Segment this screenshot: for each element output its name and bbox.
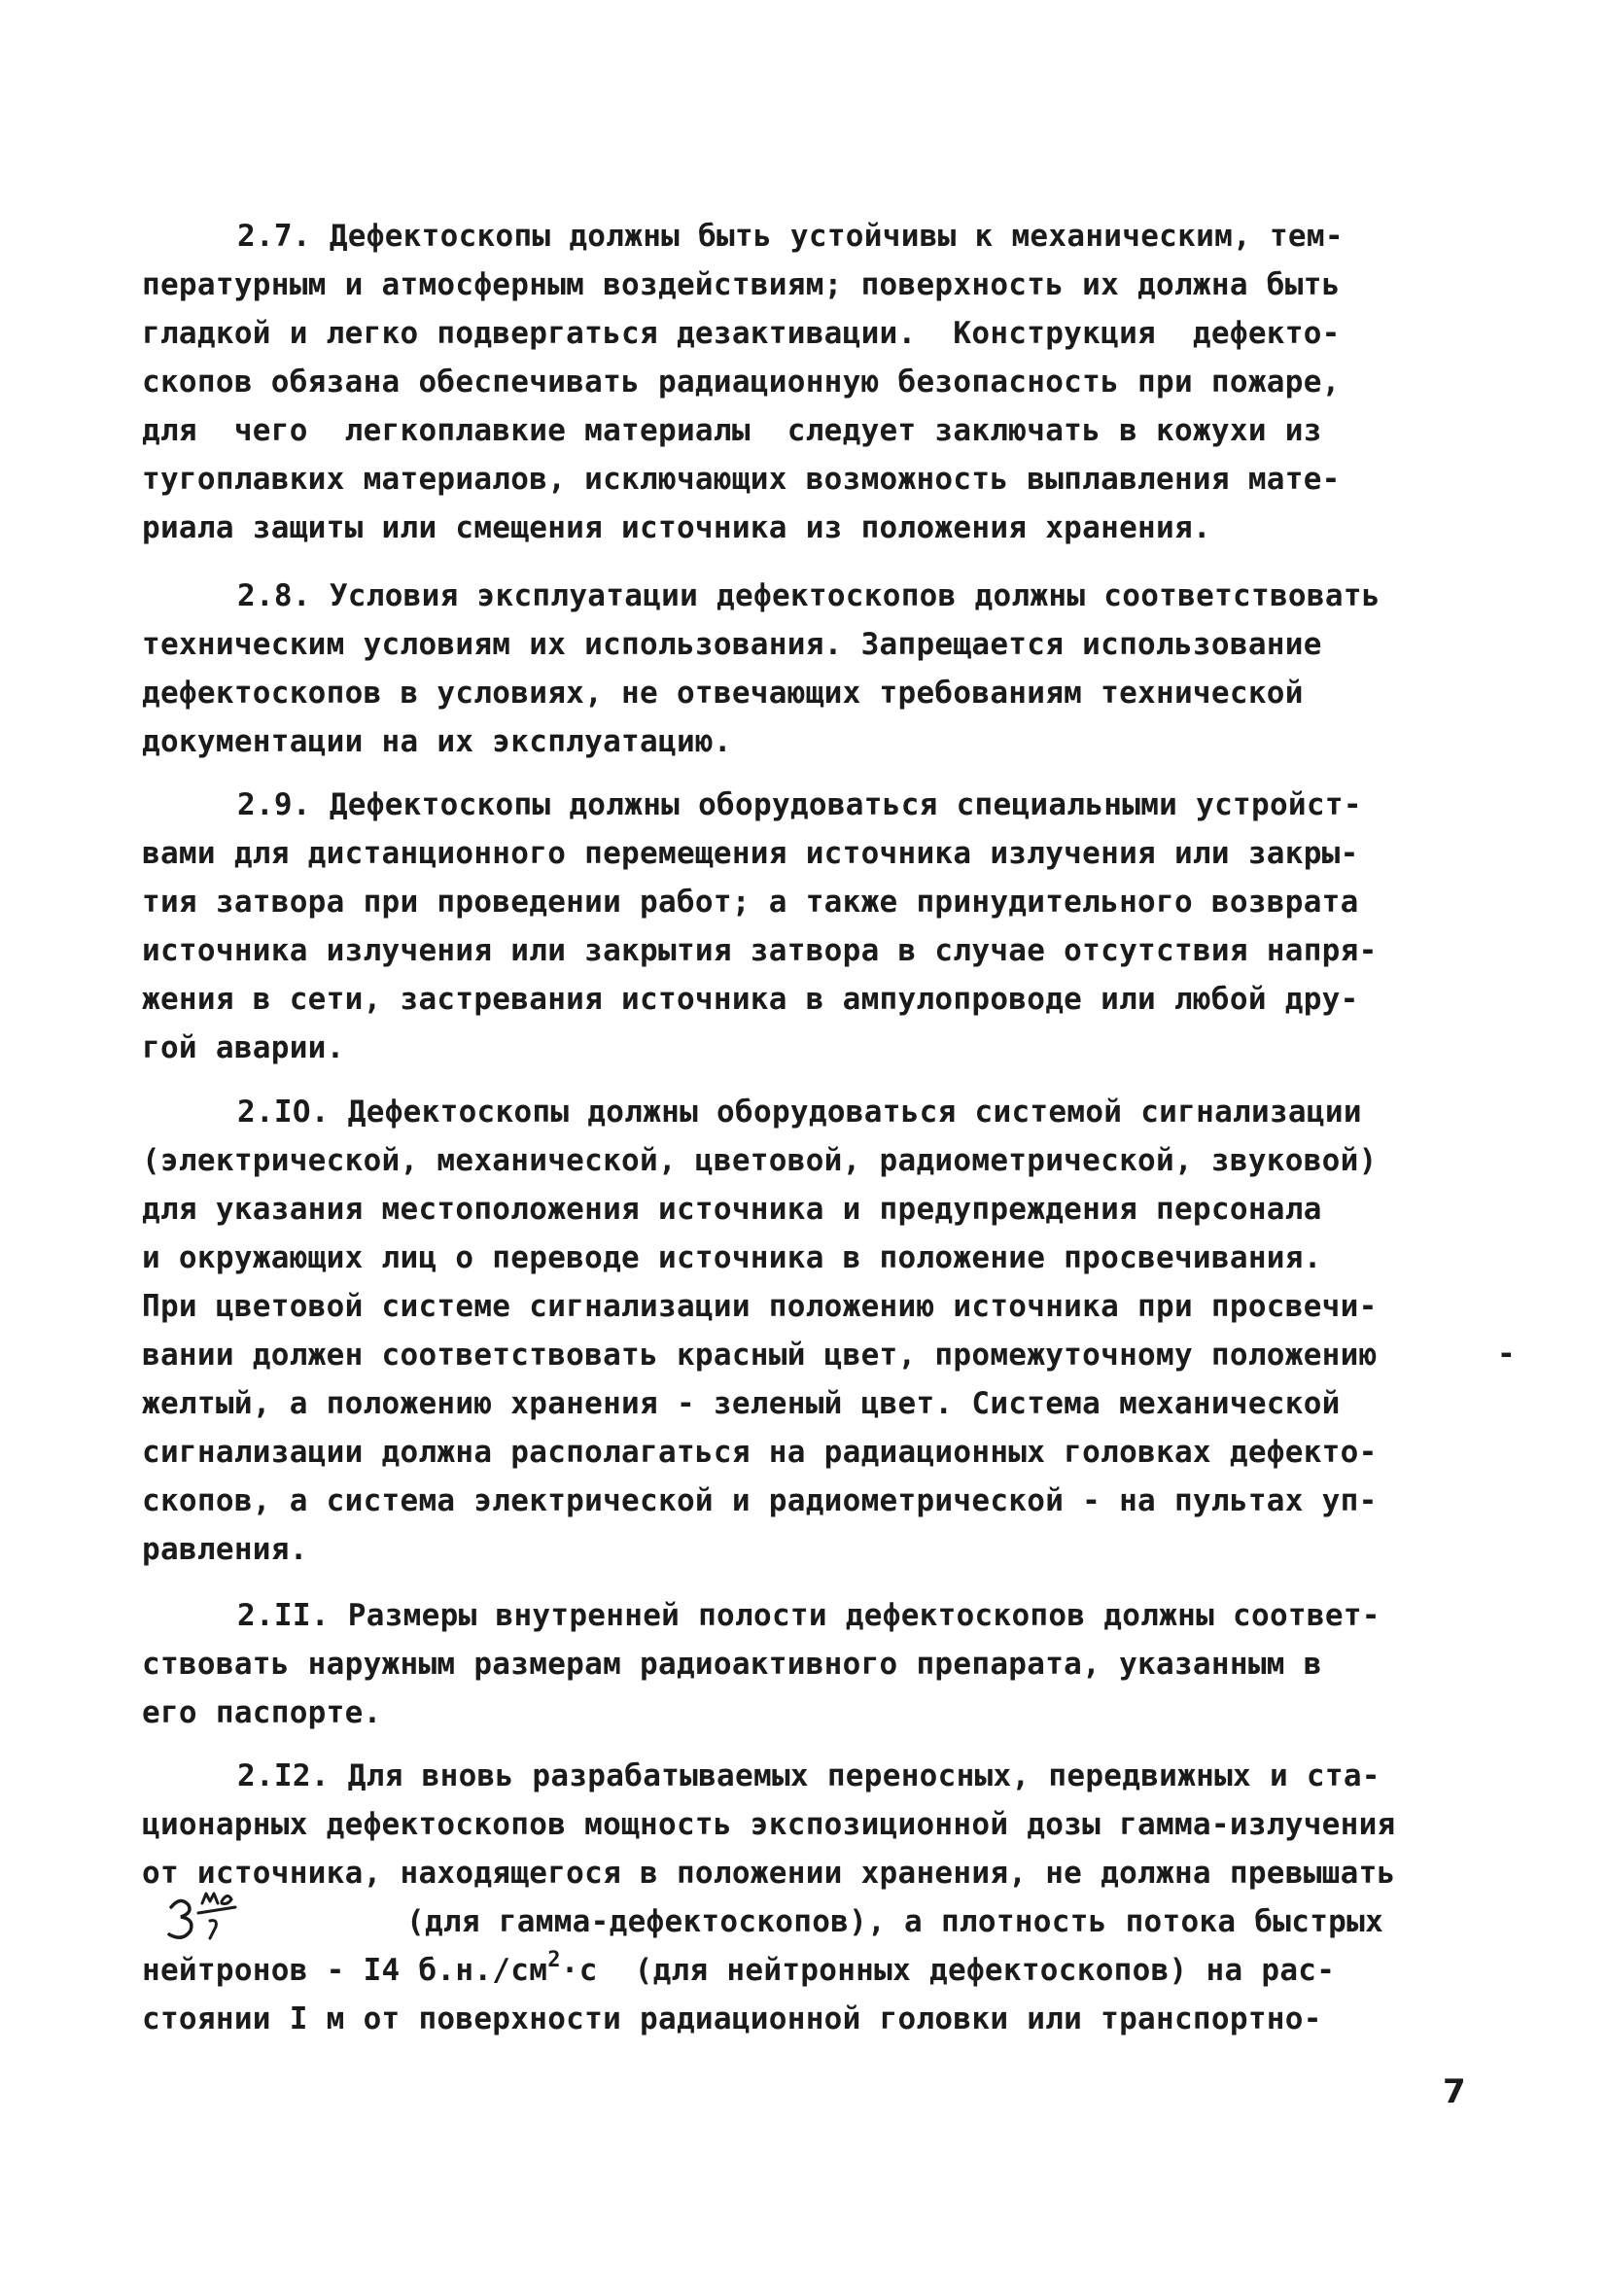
handwritten-dose-value xyxy=(165,1886,241,1948)
text-line: При цветовой системе сигнализации положению источника при просвечи- xyxy=(142,1289,1378,1324)
text-line: вами для дистанционного перемещения источника излучения или закры- xyxy=(142,836,1359,871)
dose-line xyxy=(142,1897,1474,1946)
neutron-text: нейтронов - I4 б.н./см xyxy=(142,1953,548,1988)
text-line: ционарных дефектоскопов мощность экспозиционной дозы гамма-излучения xyxy=(142,1807,1396,1842)
paragraph-2-12 xyxy=(142,1752,1474,2043)
text-line: его паспорте. xyxy=(142,1695,382,1730)
text-line: (электрической, механической, цветовой, радиометрической, звуковой) xyxy=(142,1143,1378,1178)
text-line: 2.9. Дефектоскопы должны оборудоваться специальными устройст- xyxy=(237,787,1362,822)
text-line: вании должен соответствовать красный цвет, промежуточному положению xyxy=(142,1338,1378,1373)
text-line xyxy=(142,1946,1474,1995)
text-line: 2.II. Размеры внутренней полости дефектоскопов должны соответ- xyxy=(237,1598,1381,1633)
text-line: (для гамма-дефектоскопов), а плотность потока быстрых xyxy=(406,1904,1384,1939)
text-line: от источника, находящегося в положении хранения, не должна превышать xyxy=(142,1856,1396,1891)
text-line: 2.IO. Дефектоскопы должны оборудоваться системой сигнализации xyxy=(237,1095,1362,1130)
text-line: скопов, а система электрической и радиометрической - на пультах уп- xyxy=(142,1483,1378,1518)
neutron-text-rest: ·с (для нейтронных дефектоскопов) на рас- xyxy=(560,1953,1336,1988)
text-line: риала защиты или смещения источника из положения хранения. xyxy=(142,510,1211,545)
page-number: 7 xyxy=(1443,2072,1466,2111)
paragraph-2-11 xyxy=(142,1591,1474,1737)
text-line: гладкой и легко подвергаться дезактивации. Конструкция дефекто- xyxy=(142,316,1341,351)
text-line: тугоплавких материалов, исключающих возможность выплавления мате- xyxy=(142,462,1341,497)
text-line: пературным и атмосферным воздействиям; поверхность их должна быть xyxy=(142,267,1341,302)
text-line: техническим условиям их использования. Запрещается использование xyxy=(142,627,1322,662)
text-line: дефектоскопов в условиях, не отвечающих требованиям технической xyxy=(142,676,1304,711)
text-line: 2.I2. Для вновь разрабатываемых переносных, передвижных и ста- xyxy=(237,1758,1381,1793)
text-line: и окружающих лиц о переводе источника в положение просвечивания. xyxy=(142,1240,1322,1275)
text-line: источника излучения или закрытия затвора в случае отсутствия напря- xyxy=(142,933,1378,968)
paragraph-2-10 xyxy=(142,1088,1474,1574)
superscript: 2 xyxy=(547,1948,561,1972)
text-line: гой аварии. xyxy=(142,1030,345,1065)
text-line: 2.8. Условия эксплуатации дефектоскопов должны соответствовать xyxy=(237,578,1381,613)
text-line: скопов обязана обеспечивать радиационную безопасность при пожаре, xyxy=(142,365,1341,400)
text-line: желтый, а положению хранения - зеленый цвет. Система механической xyxy=(142,1386,1341,1421)
paragraph-2-7 xyxy=(142,212,1474,552)
text-line: тия затвора при проведении работ; а также принудительного возврата xyxy=(142,885,1359,920)
text-line: сигнализации должна располагаться на радиационных головках дефекто- xyxy=(142,1435,1378,1470)
paragraph-2-8 xyxy=(142,572,1474,766)
text-line: документации на их эксплуатацию. xyxy=(142,724,732,759)
text-line: для указания местоположения источника и предупреждения персонала xyxy=(142,1192,1322,1227)
paragraph-2-9 xyxy=(142,781,1474,1072)
margin-dash: - xyxy=(1497,1337,1516,1372)
text-line: стоянии I м от поверхности радиационной головки или транспортно- xyxy=(142,2001,1322,2036)
text-line: равления. xyxy=(142,1532,308,1567)
text-line: ствовать наружным размерам радиоактивного препарата, указанным в xyxy=(142,1647,1322,1682)
text-line: 2.7. Дефектоскопы должны быть устойчивы к механическим, тем- xyxy=(237,219,1344,254)
text-line: для чего легкоплавкие материалы следует заключать в кожухи из xyxy=(142,413,1322,448)
text-line: жения в сети, застревания источника в ампулопроводе или любой дру- xyxy=(142,982,1359,1017)
